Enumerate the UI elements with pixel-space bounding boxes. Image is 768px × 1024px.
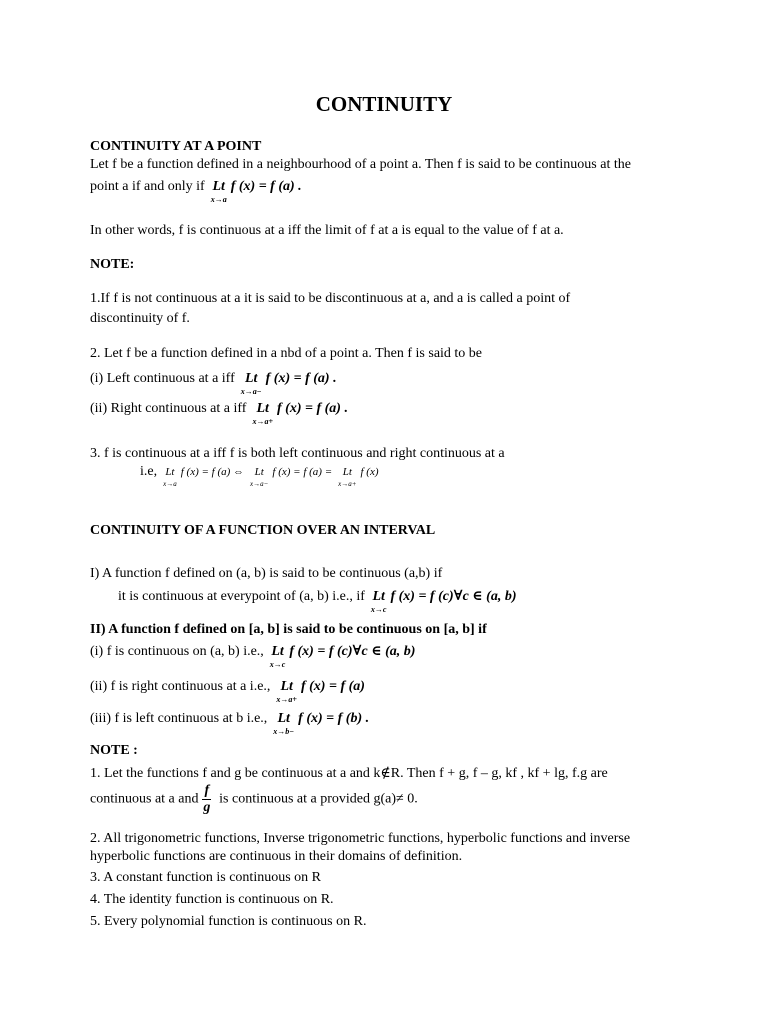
interval-ii-3-equation: f (x) = f (b) . (298, 711, 370, 726)
limit-subscript: x→a− (250, 480, 269, 488)
ie-limit-1 (163, 463, 177, 489)
limit-subscript: x→b− (273, 727, 295, 736)
limit-subscript: x→a (163, 480, 177, 488)
limit-label: Lt (372, 589, 385, 604)
interval-i-line2 (118, 588, 517, 614)
limit-label: Lt (277, 711, 290, 726)
right-limit-operator (252, 400, 273, 426)
limit-subscript: x→c (370, 605, 387, 614)
definition-line-2 (90, 178, 302, 204)
interval-i-limit (371, 588, 387, 614)
note2-item1-line2 (90, 783, 418, 816)
limit-subscript: x→a+ (276, 695, 297, 704)
definition-equation: f (x) = f (a) . (230, 179, 302, 194)
note2-item4: 4. The identity function is continuous on R. (90, 892, 334, 907)
note2-item1-line1: 1. Let the functions f and g be continuous at a and k∉R. Then f + g, f – g, kf , kf + lg, f.g are (90, 766, 608, 781)
interval-ii-3-text: (iii) f is left continuous at b i.e., (90, 711, 268, 726)
note-heading-1: NOTE: (90, 257, 135, 272)
left-limit-operator (241, 370, 262, 396)
note1-point1-line1: 1.If f is not continuous at a it is said to be discontinuous at a, and a is called a point of (90, 291, 571, 306)
ie-equation-line (140, 463, 379, 489)
interval-i-line1: I) A function f defined on (a, b) is said to be continuous (a,b) if (90, 566, 443, 581)
note1-point1-line2: discontinuity of f. (90, 311, 190, 326)
note2-item3: 3. A constant function is continuous on R (90, 870, 321, 885)
interval-ii-1-line (90, 643, 415, 669)
ie-limit-2 (250, 463, 268, 489)
limit-subscript: x→a+ (252, 417, 274, 426)
limit-subscript: x→a+ (338, 480, 357, 488)
interval-i-text: it is continuous at everypoint of (a, b) i.e., if (118, 589, 365, 604)
limit-label: Lt (244, 371, 258, 386)
ie-equation-2: f (x) = f (a) = (272, 466, 333, 478)
definition-text: point a if and only if (90, 179, 205, 194)
ie-equation-1: f (x) = f (a) ⇔ (180, 466, 245, 478)
note1-point3: 3. f is continuous at a iff f is both left continuous and right continuous at a (90, 446, 505, 461)
limit-label: Lt (254, 466, 264, 478)
interval-ii-1-limit (270, 643, 286, 669)
limit-operator (211, 178, 227, 204)
section-heading-interval: CONTINUITY OF A FUNCTION OVER AN INTERVAL (90, 523, 436, 538)
left-continuous-equation: f (x) = f (a) . (265, 371, 337, 386)
left-continuous-text: (i) Left continuous at a iff (90, 371, 235, 386)
interval-ii-1-equation: f (x) = f (c)∀c ∈ (a, b) (289, 644, 416, 659)
left-continuous-line (90, 370, 337, 396)
right-continuous-line (90, 400, 348, 426)
interval-ii-3-line (90, 710, 369, 736)
limit-label: Lt (271, 644, 284, 659)
limit-subscript: x→a− (240, 387, 262, 396)
fraction-numerator: f (204, 783, 210, 798)
interval-ii-2-equation: f (x) = f (a) (300, 679, 365, 694)
definition-line-1: Let f be a function defined in a neighbourhood of a point a. Then f is said to be continuous at the (90, 157, 631, 172)
limit-label: Lt (280, 679, 293, 694)
section-heading-point: CONTINUITY AT A POINT (90, 139, 262, 154)
right-continuous-text: (ii) Right continuous at a iff (90, 401, 247, 416)
interval-ii-3-limit (273, 710, 294, 736)
interval-ii-2-limit (276, 678, 297, 704)
interval-ii-2-line (90, 678, 365, 704)
ie-limit-3 (338, 463, 356, 489)
fraction-denominator: g (203, 800, 211, 815)
limit-label: Lt (165, 466, 175, 478)
interval-i-equation: f (x) = f (c)∀c ∈ (a, b) (390, 589, 517, 604)
ie-equation-3: f (x) (360, 466, 379, 478)
other-words-paragraph: In other words, f is continuous at a iff the limit of f at a is equal to the value of f at a. (90, 223, 564, 238)
interval-ii-2-text: (ii) f is right continuous at a i.e., (90, 679, 271, 694)
limit-label: Lt (256, 401, 269, 416)
note-heading-2: NOTE : (90, 743, 138, 758)
limit-label: Lt (212, 179, 225, 194)
note2-item2-line1: 2. All trigonometric functions, Inverse trigonometric functions, hyperbolic functions and inverse (90, 831, 631, 846)
note1-point2: 2. Let f be a function defined in a nbd of a point a. Then f is said to be (90, 346, 483, 361)
limit-label: Lt (342, 466, 352, 478)
note2-item2-line2: hyperbolic functions are continuous in their domains of definition. (90, 849, 463, 864)
interval-ii-heading: II) A function f defined on [a, b] is said to be continuous on [a, b] if (90, 622, 487, 637)
note2-item5: 5. Every polynomial function is continuous on R. (90, 914, 367, 929)
interval-ii-1-text: (i) f is continuous on (a, b) i.e., (90, 644, 264, 659)
limit-subscript: x→c (269, 660, 286, 669)
note2-item1-text-a: continuous at a and (90, 791, 199, 807)
fraction-f-over-g (202, 783, 211, 816)
note2-item1-text-b: is continuous at a provided g(a)≠ 0. (219, 791, 418, 807)
limit-subscript: x→a (210, 195, 227, 204)
page-title: CONTINUITY (315, 92, 453, 116)
right-continuous-equation: f (x) = f (a) . (277, 401, 348, 416)
ie-text: i.e, (140, 464, 158, 479)
